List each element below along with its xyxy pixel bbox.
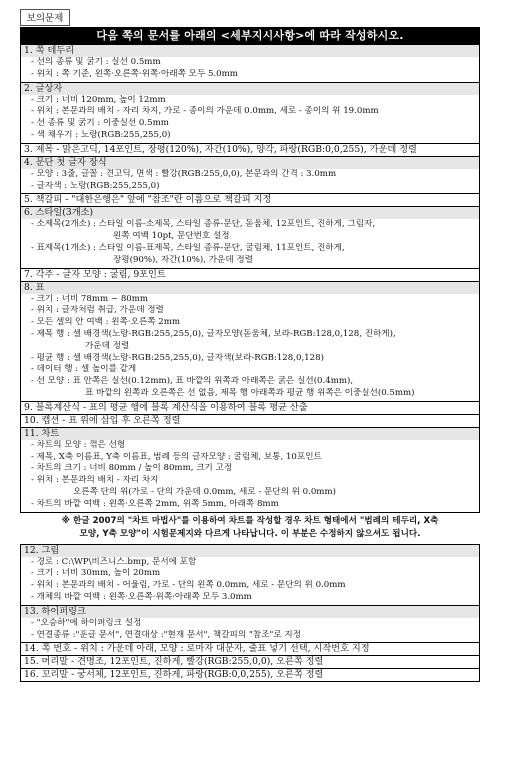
section-body — [21, 169, 479, 194]
instruction-section — [20, 656, 480, 669]
section-title: 12. 그림 — [21, 545, 479, 557]
section-title: 10. 캡션 - 표 위에 삽입 후 오른쪽 정렬 — [21, 415, 479, 427]
instruction-section — [20, 44, 480, 83]
instruction-section — [20, 144, 480, 157]
section-title: 2. 글상자 — [21, 83, 479, 95]
instruction-section — [20, 643, 480, 656]
instruction-line: 표 바깥의 왼쪽과 오른쪽은 선 없음, 제목 행 아래쪽과 평균 행 위쪽은 이중실선(0.5mm) — [85, 387, 415, 398]
instruction-line: - 평균 행 : 셀 배경색(노랑-RGB:255,255,0), 글자색(보라-RGB:128,0,128) — [31, 352, 324, 363]
instruction-line: - 위치 : 본문과의 배치 - 어울림, 가로 - 단의 왼쪽 0.0mm, 세로 - 문단의 위 0.0mm — [31, 580, 346, 591]
instruction-section — [20, 157, 480, 195]
instruction-section — [20, 269, 480, 282]
instruction-section — [20, 544, 480, 606]
instruction-line: - 색 채우기 : 노랑(RGB:255,255,0) — [31, 129, 171, 140]
instruction-section — [20, 669, 480, 682]
section-body — [21, 294, 479, 401]
section-body — [21, 557, 479, 605]
section-title: 3. 제목 - 맑은고딕, 14포인트, 장평(120%), 자간(10%), 양각, 파랑(RGB:0,0,255), 가운데 정렬 — [21, 144, 479, 156]
instruction-line: - 소제목(2개소) : 스타일 이름-소제목, 스타일 종류-문단, 돋움체, 12포인트, 진하게, 그림자, — [31, 219, 376, 230]
instruction-sections — [20, 44, 480, 682]
section-title: 16. 꼬리말 - 궁서체, 12포인트, 진하게, 파랑(RGB:0,0,255), 오른쪽 정렬 — [21, 669, 479, 681]
instruction-section — [20, 194, 480, 207]
instruction-line: - 제목, X축 이름표, Y축 이름표, 범례 등의 글자모양 : 굴림체, 보통, 10포인트 — [31, 451, 322, 462]
instruction-line: - 연결종류 :"훈글 문서", 연결대상 :"현재 문서", 책갈피의 "참조"로 지정 — [31, 629, 302, 640]
instruction-line: 가운데 정렬 — [85, 340, 130, 351]
instruction-line: - 개체의 바깥 여백 : 왼쪽·오른쪽·위쪽·아래쪽 모두 3.0mm — [31, 591, 252, 602]
instruction-banner: 다음 쪽의 문서를 아래의 <세부지시사항>에 따라 작성하시오. — [20, 27, 480, 44]
instruction-line: - 글자색 : 노랑(RGB:255,255,0) — [31, 180, 160, 191]
chart-warning-note — [20, 513, 480, 544]
instruction-line: - 경로 : C:\WP\비즈니스.bmp, 문서에 포함 — [31, 556, 197, 567]
instruction-line: - 선의 종류 및 굵기 : 실선 0.5mm — [31, 57, 161, 67]
instruction-line: - 크기 : 너비 78mm ~ 80mm — [31, 293, 149, 304]
instruction-line: - 크기 : 너비 120mm, 높이 12mm — [31, 94, 166, 105]
note-line: 모양, Y축 모양"이 시험문제지와 다르게 나타납니다. 이 부분은 수정하지 않으셔도 됩니다. — [79, 528, 421, 539]
section-body — [21, 440, 479, 512]
section-body — [21, 219, 479, 267]
section-title: 5. 책갈피 - "대한은행은" 앞에 "참조"란 이름으로 책갈피 지정 — [21, 194, 479, 206]
instruction-section — [20, 207, 480, 268]
section-title: 7. 각주 - 글자 모양 : 굴림, 9포인트 — [21, 269, 479, 281]
instruction-section — [20, 282, 480, 402]
instruction-line: - 크기 : 너비 30mm, 높이 20mm — [31, 568, 161, 579]
instruction-section — [20, 428, 480, 513]
section-title: 14. 쪽 번호 - 위치 : 가운데 아래, 모양 : 로마자 대문자, 줄표 넣기 선택, 시작번호 지정 — [21, 643, 479, 655]
instruction-line: 장평(90%), 자간(10%), 가운데 정렬 — [113, 254, 253, 265]
instruction-line: - 모든 셀의 안 여백 : 왼쪽·오른쪽 2mm — [31, 317, 181, 328]
section-title: 8. 표 — [21, 282, 479, 294]
instruction-line: - "오승하"에 하이퍼링크 설정 — [31, 617, 142, 628]
instruction-line: - 차트의 크기 : 너비 80mm / 높이 80mm, 크기 고정 — [31, 463, 233, 474]
instruction-line: - 제목 행 : 셀 배경색(노랑-RGB:255,255,0), 글자모양(돋움체, 보라-RGB:128,0,128, 진하게), — [31, 328, 396, 339]
instruction-line: 왼쪽 여백 10pt, 문단번호 설정 — [113, 231, 230, 242]
instruction-line: - 선 모양 : 표 안쪽은 실선(0.12mm), 표 바깥의 위쪽과 아래쪽은 굵은 실선(0.4mm), — [31, 376, 354, 387]
question-tag: 보의문제 — [20, 9, 70, 26]
instruction-section — [20, 402, 480, 415]
note-line: ※ 한글 2007의 "차트 마법사"를 이용하여 차트를 작성할 경우 차트 형태에서 "범례의 테두리, X축 — [61, 515, 439, 526]
instruction-section — [20, 606, 480, 644]
section-title: 15. 머리말 - 견명조, 12포인트, 진하게, 빨강(RGB:255,0,0), 오른쪽 정렬 — [21, 656, 479, 668]
section-title: 4. 문단 첫 글자 장식 — [21, 157, 479, 169]
section-body — [21, 57, 479, 82]
instruction-line: - 모양 : 3줄, 글꼴 : 견고딕, 면색 : 빨강(RGB:255,0,0), 본문과의 간격 : 3.0mm — [31, 168, 337, 179]
section-title: 1. 쪽 테두리 — [21, 45, 479, 57]
instruction-line: - 위치 : 글자처럼 취급, 가운데 정렬 — [31, 305, 164, 316]
instruction-line: - 차트의 바깥 여백 : 왼쪽·오른쪽 2mm, 위쪽 5mm, 아래쪽 8mm — [31, 498, 279, 509]
section-title: 6. 스타일(3개소) — [21, 207, 479, 219]
instruction-section — [20, 83, 480, 144]
instruction-line: 오른쪽 단의 위(가로 - 단의 가운데 0.0mm, 세로 - 문단의 위 0.0mm) — [73, 486, 336, 497]
section-body — [21, 618, 479, 643]
instruction-line: - 표제목(1개소) : 스타일 이름-표제목, 스타일 종류-문단, 굴림체, 11포인트, 진하게, — [31, 242, 345, 253]
section-title: 11. 차트 — [21, 428, 479, 440]
section-title: 9. 블록계산식 - 표의 평균 행에 블록 계산식을 이용하여 블록 평균 산출 — [21, 402, 479, 414]
instruction-line: - 위치 : 본문과의 배치 - 자리 차지 — [31, 475, 159, 486]
instruction-line: - 데이터 행 : 셀 높이를 같게 — [31, 364, 137, 375]
instruction-line: - 위치 : 쪽 기준, 왼쪽·오른쪽·위쪽·아래쪽 모두 5.0mm — [31, 68, 238, 79]
section-title: 13. 하이퍼링크 — [21, 606, 479, 618]
instruction-section — [20, 415, 480, 428]
instruction-line: - 위치 : 본문과의 배치 - 자리 차지, 가로 - 종이의 가운데 0.0mm, 세로 - 종이의 위 19.0mm — [31, 106, 379, 117]
instruction-line: - 선 종류 및 굵기 : 이중실선 0.5mm — [31, 118, 169, 129]
instruction-line: - 차트의 모양 : 꺾은 선형 — [31, 439, 126, 450]
section-body — [21, 95, 479, 143]
